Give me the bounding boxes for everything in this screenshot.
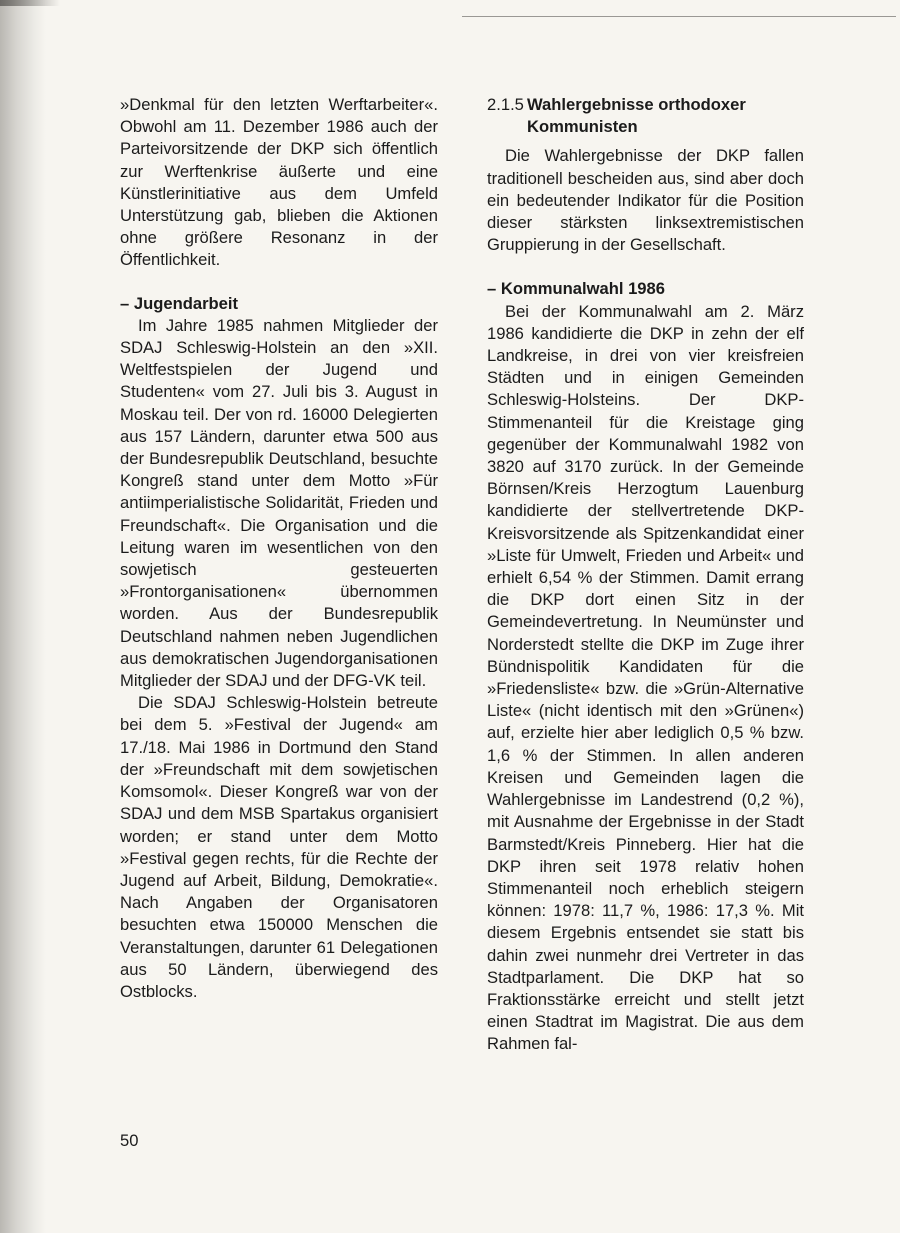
heading-kommunalwahl: – Kommunalwahl 1986 bbox=[487, 279, 665, 299]
right-paragraph-2: Bei der Kommunalwahl am 2. März 1986 kandidierte die DKP in zehn der elf Landkreise, in drei von vier kreisfreien Städten und in einigen Gemeinden Schleswig-Holsteins. Der DKP-Stimmenanteil für die Kreistage ging gegenüber der Kommunalwahl 1982 von 3820 auf 3170 zurück. In der Gemeinde Börnsen/Kreis Herzogtum Lauenburg kandidierte der stellvertretende DKP-Kreisvorsitzende als Spitzenkandidat einer »Liste für Umwelt, Frieden und Arbeit« und erhielt 6,54 % der Stimmen. Damit errang die DKP dort einen Sitz in der Gemeindevertretung. In Neumünster und Norderstedt stellte die DKP im Zuge ihrer Bündnispolitik Kandidaten für die »Friedensliste« bzw. die »Grün-Alternative Liste« (nicht identisch mit den »Grünen«) auf, erzielte hier aber lediglich 0,5 % bzw. 1,6 % der Stimmen. In allen anderen Kreisen und Gemeinden lagen die Wahlergebnisse im Landestrend (0,2 %), mit Ausnahme der Ergebnisse in der Stadt Barmstedt/Kreis Pinneberg. Hier hat die DKP ihren seit 1978 relativ hohen Stimmenanteil noch erheblich steigern können: 1978: 11,7 %, 1986: 17,3 %. Mit diesem Ergebnis entsendet sie statt bis dahin zwei nunmehr drei Vertreter in das Stadtparlament. Die DKP hat so Fraktionsstärke erreicht und stellt jetzt einen Stadtrat im Magistrat. Die aus dem Rahmen fal- bbox=[487, 301, 804, 1054]
binding-shadow bbox=[0, 0, 46, 1233]
section-heading bbox=[487, 94, 804, 138]
left-paragraph-3: Die SDAJ Schleswig-Holstein betreute bei dem 5. »Festival der Jugend« am 17./18. Mai 1986 in Dortmund den Stand der »Freundschaft mit dem sowjetischen Komsomol«. Dieser Kongreß war von der SDAJ und dem MSB Spartakus organisiert worden; er stand unter dem Motto »Festival gegen rechts, für die Rechte der Jugend auf Arbeit, Bildung, Demokratie«. Nach Angaben der Organisatoren besuchten etwa 150000 Menschen die Veranstaltungen, darunter 61 Delegationen aus 50 Ländern, überwiegend des Ostblocks. bbox=[120, 693, 438, 1001]
page-number: 50 bbox=[120, 1131, 139, 1150]
right-paragraph-1: Die Wahlergebnisse der DKP fallen traditionell bescheiden aus, sind aber doch ein bedeutender Indikator für die Position dieser stärksten linksextremistischen Gruppierung in der Gesellschaft. bbox=[487, 146, 804, 255]
heading-jugendarbeit: – Jugendarbeit bbox=[120, 293, 239, 313]
left-column bbox=[120, 94, 438, 1003]
section-number: 2.1.5 bbox=[487, 95, 524, 114]
section-title: Wahlergebnisse orthodoxer Kommunisten bbox=[527, 95, 746, 137]
left-paragraph-2: Im Jahre 1985 nahmen Mitglieder der SDAJ Schleswig-Holstein an den »XII. Weltfestspielen der Jugend und Studenten« vom 27. Juli bis 3. August in Moskau teil. Der von rd. 16000 Delegierten aus 157 Ländern, darunter etwa 500 aus der Bundesrepublik Deutschland, besuchte Kongreß stand unter dem Motto »Für antiimperialistische Solidarität, Frieden und Freundschaft«. Die Organisation und die Leitung waren im wesentlichen von den sowjetisch gesteuerten »Frontorganisationen« übernommen worden. Aus der Bundesrepublik Deutschland nahmen neben Jugendlichen aus demokratischen Jugendorganisationen Mitglieder der SDAJ und der DFG-VK teil. bbox=[120, 315, 438, 691]
page-corner-mark bbox=[0, 0, 60, 6]
right-column bbox=[487, 94, 804, 1056]
left-paragraph-1: »Denkmal für den letzten Werftarbeiter«. Obwohl am 11. Dezember 1986 auch der Parteivorsitzende der DKP sich öffentlich zur Werftenkrise äußerte und eine Künstlerinitiative aus dem Umfeld Unterstützung gab, blieben die Aktionen ohne größere Resonanz in der Öffentlichkeit. bbox=[120, 95, 438, 270]
top-rule bbox=[462, 16, 896, 17]
